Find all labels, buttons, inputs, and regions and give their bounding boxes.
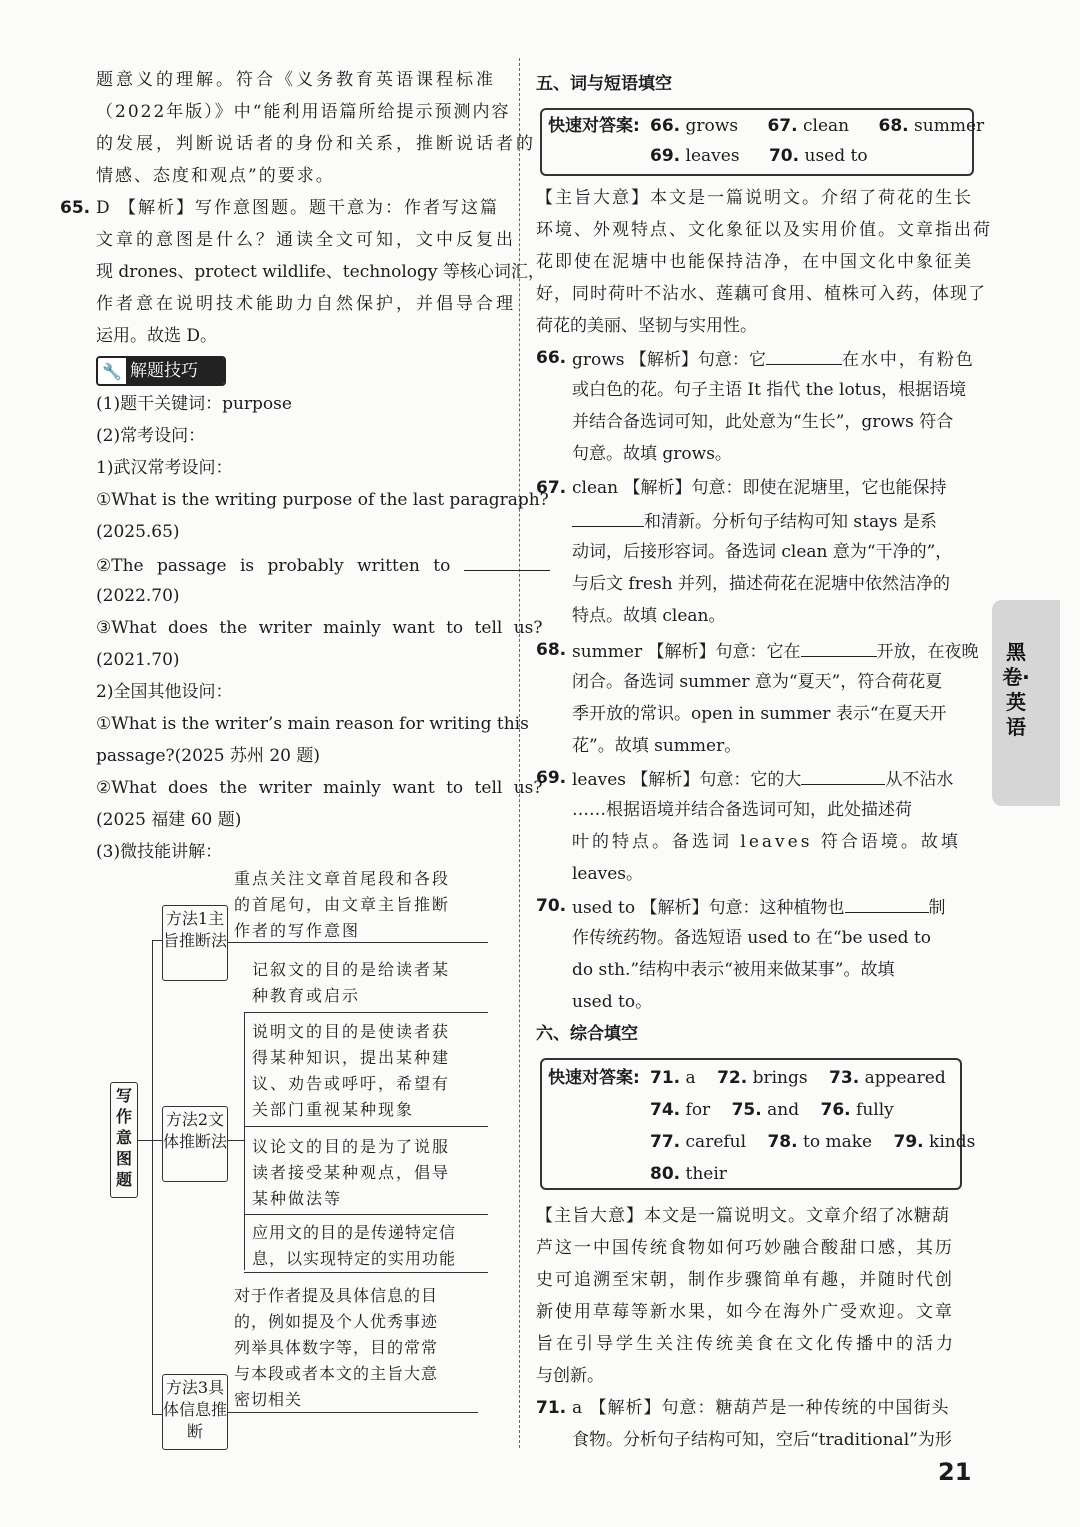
answer-blank [801, 638, 877, 657]
q65-line: 运用。故选 D。 [96, 326, 218, 346]
answer-value: appeared [864, 1068, 946, 1088]
answer-value: summer [914, 116, 985, 136]
q70-text: 制 [928, 898, 946, 918]
underline [244, 1126, 488, 1127]
question-number-70: 70. [536, 896, 567, 916]
q65-line: D 【解析】写作意图题。题干意为：作者写这篇 [96, 198, 500, 218]
q66-text: grows 【解析】句意：它 [572, 350, 766, 370]
q67-second-line [572, 508, 937, 534]
main-idea-line: 旨在引导学生关注传统美食在文化传播中的活力 [536, 1334, 956, 1354]
question-number-67: 67. [536, 478, 567, 498]
section-5-title: 五、词与短语填空 [536, 74, 672, 94]
tips-line: ③What does the writer mainly want to tell us? [96, 618, 543, 638]
q69-first-line [572, 766, 953, 792]
answer-number: 80. [650, 1164, 681, 1184]
q69-line: ……根据语境并结合备选词可知，此处描述荷 [572, 800, 912, 820]
method-2-text: 某种做法等 [252, 1189, 343, 1208]
q68-line: 闭合。备选词 summer 意为“夏天”，符合荷花夏 [572, 672, 943, 692]
q66-line: 并结合备选词可知，此处意为“生长”，grows 符合 [572, 412, 954, 432]
tips-line: ①What is the writing purpose of the last paragraph? [96, 490, 549, 510]
main-idea-line: 【主旨大意】本文是一篇说明文。介绍了荷花的生长 [536, 188, 973, 208]
tips-line: (2)常考设问： [96, 426, 206, 446]
q67-line: 与后文 fresh 并列，描述荷花在泥塘中依然洁净的 [572, 574, 950, 594]
answer-value: brings [752, 1068, 808, 1088]
method-3-text: 列举具体数字等，目的常常 [234, 1338, 439, 1357]
answer-number: 71. [650, 1068, 681, 1088]
underline [244, 1272, 488, 1273]
method-3-text: 对于作者提及具体信息的目 [234, 1286, 439, 1305]
method-2-text: 议、劝告或呼吁，希望有 [252, 1074, 451, 1093]
method-2-text: 关部门重视某种现象 [252, 1100, 415, 1119]
subject-side-tab [992, 600, 1060, 806]
method-2-text: 记叙文的目的是给读者某 [252, 960, 451, 979]
quick-answer-row [650, 144, 868, 168]
answer-value: to make [803, 1132, 873, 1152]
quick-answer-row [650, 1162, 727, 1186]
quick-answer-label: 快速对答案: [548, 116, 640, 136]
answer-value: for [685, 1100, 711, 1120]
main-idea-line: 好，同时荷叶不沾水、莲藕可食用、植株可入药，体现了 [536, 284, 986, 304]
tips-line: (2025 福建 60 题) [96, 810, 242, 830]
q67-line: clean 【解析】句意：即使在泥塘里，它也能保持 [572, 478, 947, 498]
answer-value: leaves [685, 146, 740, 166]
answer-blank [464, 552, 550, 571]
underline [228, 1412, 478, 1413]
answer-blank [801, 766, 885, 785]
answer-value: their [685, 1164, 727, 1184]
question-number-69: 69. [536, 768, 567, 788]
q69-line: leaves。 [572, 864, 644, 884]
answer-value: kinds [929, 1132, 976, 1152]
side-tab-label: 黑卷·英语 [1002, 640, 1030, 739]
connector [244, 1012, 245, 1270]
intro-line: （2022年版）》中“能利用语篇所给提示预测内容 [96, 102, 511, 122]
connector [152, 1414, 162, 1415]
q66-line: 句意。故填 grows。 [572, 444, 732, 464]
tips-line: ①What is the writer’s main reason for writing this [96, 714, 529, 734]
answer-number: 76. [820, 1100, 851, 1120]
q66-line: 或白色的花。句子主语 It 指代 the lotus，根据语境 [572, 380, 967, 400]
answer-value: grows [685, 116, 739, 136]
mindmap-root: 写作意图题 [110, 1082, 138, 1198]
tips-line: 1)武汉常考设问： [96, 458, 233, 478]
q71-line: 食物。分析句子结构可知，空后“traditional”为形 [572, 1430, 952, 1450]
q68-text: summer 【解析】句意：它在 [572, 642, 801, 662]
intro-line: 情感、态度和观点”的要求。 [96, 166, 335, 186]
connector [228, 1140, 244, 1141]
answer-number: 70. [768, 146, 800, 166]
tips-line-with-blank [96, 552, 550, 578]
q67-line: 特点。故填 clean。 [572, 606, 726, 626]
tips-line: (3)微技能讲解： [96, 842, 223, 862]
q70-line: used to。 [572, 992, 653, 1012]
tips-line: (1)题干关键词：purpose [96, 394, 292, 414]
q69-line: 叶的特点。备选词 leaves 符合语境。故填 [572, 832, 961, 852]
method-3-text: 与本段或者本文的主旨大意 [234, 1364, 439, 1383]
section-6-title: 六、综合填空 [536, 1024, 638, 1044]
wrench-icon: 🔧 [98, 358, 126, 384]
underline [244, 1012, 488, 1013]
main-idea-line: 花即使在泥塘中也能保持洁净，在中国文化中象征美 [536, 252, 973, 272]
q68-first-line [572, 638, 979, 664]
method-3-box: 方法3具体信息推断 [162, 1374, 228, 1450]
method-1-text: 作者的写作意图 [234, 921, 361, 940]
method-2-text: 应用文的目的是传递特定信 [252, 1223, 457, 1242]
answer-number: 79. [893, 1132, 924, 1152]
q68-line: 花”。故填 summer。 [572, 736, 742, 756]
connector [152, 940, 153, 1414]
answer-number: 78. [767, 1132, 798, 1152]
quick-answer-label: 快速对答案: [548, 1068, 640, 1088]
q65-line: 现 drones、protect wildlife、technology 等核心词汇， [96, 262, 545, 282]
answer-value: and [767, 1100, 800, 1120]
quick-answer-row [650, 114, 984, 138]
answer-value: used to [804, 146, 868, 166]
main-idea-line: 荷花的美丽、坚韧与实用性。 [536, 316, 757, 336]
method-1-text: 重点关注文章首尾段和各段 [234, 869, 451, 888]
q69-text: 从不沾水 [885, 770, 954, 790]
q70-line: do sth.”结构中表示“被用来做某事”。故填 [572, 960, 895, 980]
tips-line: ②The passage is probably written to [96, 556, 451, 576]
answer-value: fully [856, 1100, 894, 1120]
q70-line: 作传统药物。备选短语 used to 在“be used to [572, 928, 932, 948]
q68-line: 季开放的常识。open in summer 表示“在夏天开 [572, 704, 947, 724]
question-number-66: 66. [536, 348, 567, 368]
q67-line: 动词，后接形容词。备选词 clean 意为“干净的”， [572, 542, 953, 562]
page-number: 21 [938, 1458, 972, 1486]
tips-line: ②What does the writer mainly want to tell us? [96, 778, 543, 798]
tips-line: passage?(2025 苏州 20 题) [96, 746, 321, 766]
quick-answer-row [650, 1130, 975, 1154]
answer-number: 69. [650, 146, 681, 166]
method-3-text: 的，例如提及个人优秀事迹 [234, 1312, 439, 1331]
method-2-text: 种教育或启示 [252, 986, 361, 1005]
quick-answer-row [650, 1098, 894, 1122]
answer-blank [766, 346, 842, 365]
connector [152, 940, 162, 941]
question-number-71: 71. [536, 1398, 567, 1418]
main-idea-line: 芦这一中国传统食物如何巧妙融合酸甜口感，其历 [536, 1238, 954, 1258]
q67-text: 和清新。分析句子结构可知 stays 是系 [644, 512, 937, 532]
main-idea-line: 环境、外观特点、文化象征以及实用价值。文章指出荷 [536, 220, 992, 240]
tips-line: (2025.65) [96, 522, 180, 542]
question-number-68: 68. [536, 640, 567, 660]
q65-line: 文章的意图是什么？通读全文可知，文中反复出 [96, 230, 516, 250]
q66-text: 在水中，有粉色 [841, 350, 975, 370]
answer-number: 74. [650, 1100, 681, 1120]
tips-line: (2021.70) [96, 650, 180, 670]
quick-answer-row [650, 1066, 946, 1090]
intro-line: 题意义的理解。符合《义务教育英语课程标准 [96, 70, 496, 90]
main-idea-line: 与创新。 [536, 1366, 604, 1386]
main-idea-line: 史可追溯至宋朝，制作步骤简单有趣，并随时代创 [536, 1270, 954, 1290]
intro-line: 的发展，判断说话者的身份和关系，推断说话者的 [96, 134, 536, 154]
method-2-text: 议论文的目的是为了说服 [252, 1137, 451, 1156]
underline [244, 1214, 488, 1215]
answer-value: a [685, 1068, 696, 1088]
q68-text: 开放，在夜晚 [876, 642, 979, 662]
answer-number: 73. [829, 1068, 860, 1088]
answer-number: 66. [650, 116, 681, 136]
method-2-text: 说明文的目的是使读者获 [252, 1022, 451, 1041]
answer-blank [572, 508, 644, 527]
method-2-text: 得某种知识，提出某种建 [252, 1048, 451, 1067]
tips-badge-label: 解题技巧 [126, 358, 224, 384]
answer-value: clean [803, 116, 850, 136]
answer-value: careful [685, 1132, 747, 1152]
answer-number: 67. [767, 116, 798, 136]
method-3-text: 密切相关 [234, 1390, 303, 1409]
main-idea-line: 【主旨大意】本文是一篇说明文。文章介绍了冰糖葫 [536, 1206, 950, 1226]
method-2-text: 息，以实现特定的实用功能 [252, 1249, 457, 1268]
method-1-text: 的首尾句，由文章主旨推断 [234, 895, 451, 914]
answer-blank [845, 894, 929, 913]
tips-badge [96, 356, 226, 386]
connector [152, 1140, 162, 1141]
question-number-65: 65. [60, 198, 91, 218]
q66-first-line [572, 346, 975, 372]
q69-text: leaves 【解析】句意：它的大 [572, 770, 802, 790]
method-2-text: 读者接受某种观点，倡导 [252, 1163, 451, 1182]
answer-number: 77. [650, 1132, 681, 1152]
q70-first-line [572, 894, 946, 920]
q65-line: 作者意在说明技术能助力自然保护，并倡导合理 [96, 294, 516, 314]
main-idea-line: 新使用草莓等新水果，如今在海外广受欢迎。文章 [536, 1302, 954, 1322]
method-2-box: 方法2文体推断法 [162, 1106, 228, 1182]
method-1-box: 方法1主旨推断法 [162, 905, 228, 981]
answer-number: 75. [731, 1100, 762, 1120]
answer-number: 68. [878, 116, 909, 136]
tips-line: (2022.70) [96, 586, 180, 606]
underline [228, 942, 488, 943]
connector [138, 1140, 152, 1141]
answer-number: 72. [717, 1068, 748, 1088]
q70-text: used to 【解析】句意：这种植物也 [572, 898, 845, 918]
tips-line: 2)全国其他设问： [96, 682, 233, 702]
q71-line: a 【解析】句意：糖葫芦是一种传统的中国街头 [572, 1398, 950, 1418]
